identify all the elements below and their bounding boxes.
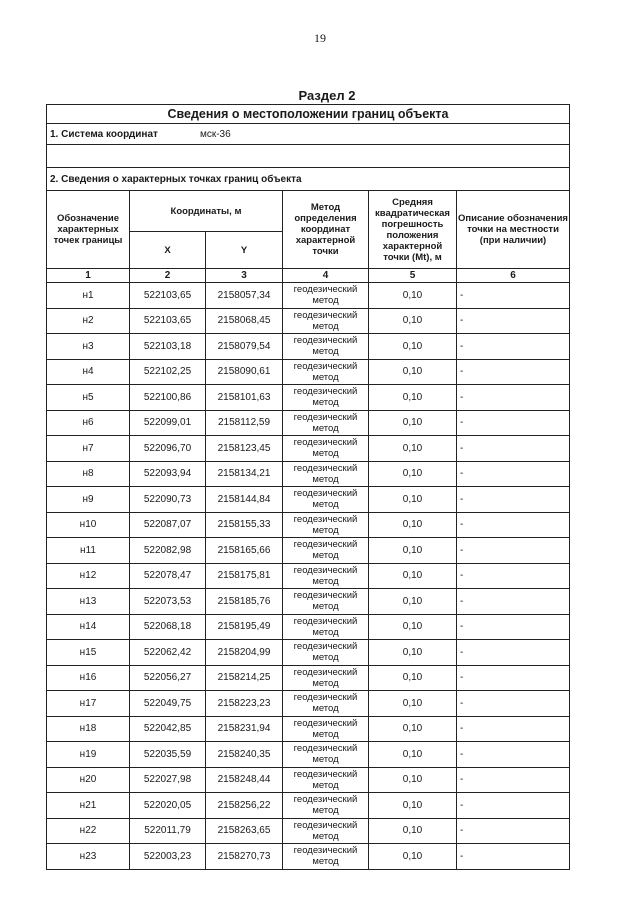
description-cell: -	[457, 410, 570, 436]
description-cell: -	[457, 716, 570, 742]
description-cell: -	[457, 640, 570, 666]
accuracy-cell: 0,10	[369, 716, 457, 742]
description-cell: -	[457, 665, 570, 691]
coord-system-row	[47, 124, 570, 145]
method-cell: геодезический метод	[283, 308, 369, 334]
accuracy-cell: 0,10	[369, 385, 457, 411]
table-row	[47, 385, 570, 411]
accuracy-cell: 0,10	[369, 691, 457, 717]
point-name: н15	[47, 640, 130, 666]
table-row	[47, 640, 570, 666]
description-cell: -	[457, 334, 570, 360]
table-row	[47, 589, 570, 615]
header-coords: Координаты, м	[130, 191, 283, 232]
column-number: 5	[369, 269, 457, 283]
table-row	[47, 844, 570, 870]
coord-x: 522020,05	[130, 793, 206, 819]
method-cell: геодезический метод	[283, 385, 369, 411]
coord-x: 522103,18	[130, 334, 206, 360]
point-name: н19	[47, 742, 130, 768]
point-name: н2	[47, 308, 130, 334]
method-cell: геодезический метод	[283, 614, 369, 640]
table-row	[47, 359, 570, 385]
column-number: 3	[206, 269, 283, 283]
accuracy-cell: 0,10	[369, 410, 457, 436]
accuracy-cell: 0,10	[369, 640, 457, 666]
table-row	[47, 436, 570, 462]
section-title: Раздел 2	[298, 88, 356, 103]
description-cell: -	[457, 283, 570, 309]
coord-y: 2158134,21	[206, 461, 283, 487]
table-row	[47, 512, 570, 538]
coord-y: 2158057,34	[206, 283, 283, 309]
method-cell: геодезический метод	[283, 767, 369, 793]
coord-y: 2158079,54	[206, 334, 283, 360]
accuracy-cell: 0,10	[369, 436, 457, 462]
table-row	[47, 742, 570, 768]
description-cell: -	[457, 385, 570, 411]
description-cell: -	[457, 512, 570, 538]
description-cell: -	[457, 589, 570, 615]
description-cell: -	[457, 436, 570, 462]
coord-x: 522103,65	[130, 283, 206, 309]
coord-y: 2158263,65	[206, 818, 283, 844]
header-x: X	[130, 232, 206, 269]
header-description: Описание обозначения точки на местности (при наличии)	[457, 191, 570, 269]
coord-y: 2158068,45	[206, 308, 283, 334]
coord-y: 2158144,84	[206, 487, 283, 513]
table-row	[47, 334, 570, 360]
description-cell: -	[457, 487, 570, 513]
header-method: Метод определения координат характерной точки	[283, 191, 369, 269]
coord-x: 522068,18	[130, 614, 206, 640]
table-row	[47, 461, 570, 487]
table-row	[47, 614, 570, 640]
coord-x: 522003,23	[130, 844, 206, 870]
method-cell: геодезический метод	[283, 665, 369, 691]
accuracy-cell: 0,10	[369, 767, 457, 793]
coord-y: 2158214,25	[206, 665, 283, 691]
description-cell: -	[457, 461, 570, 487]
coord-y: 2158165,66	[206, 538, 283, 564]
coord-x: 522090,73	[130, 487, 206, 513]
coord-x: 522082,98	[130, 538, 206, 564]
coord-y: 2158248,44	[206, 767, 283, 793]
point-name: н20	[47, 767, 130, 793]
accuracy-cell: 0,10	[369, 487, 457, 513]
accuracy-cell: 0,10	[369, 461, 457, 487]
accuracy-cell: 0,10	[369, 793, 457, 819]
header-designation: Обозначение характерных точек границы	[47, 191, 130, 269]
coord-x: 522078,47	[130, 563, 206, 589]
method-cell: геодезический метод	[283, 359, 369, 385]
table-row	[47, 308, 570, 334]
coord-y: 2158270,73	[206, 844, 283, 870]
table-row	[47, 283, 570, 309]
description-cell: -	[457, 742, 570, 768]
point-name: н12	[47, 563, 130, 589]
point-name: н10	[47, 512, 130, 538]
point-name: н11	[47, 538, 130, 564]
coord-y: 2158256,22	[206, 793, 283, 819]
table-title: Сведения о местоположении границ объекта	[47, 105, 570, 124]
method-cell: геодезический метод	[283, 589, 369, 615]
accuracy-cell: 0,10	[369, 844, 457, 870]
coord-x: 522056,27	[130, 665, 206, 691]
table-row	[47, 767, 570, 793]
accuracy-cell: 0,10	[369, 538, 457, 564]
accuracy-cell: 0,10	[369, 614, 457, 640]
description-cell: -	[457, 359, 570, 385]
points-heading: 2. Сведения о характерных точках границ объекта	[47, 168, 570, 191]
method-cell: геодезический метод	[283, 742, 369, 768]
method-cell: геодезический метод	[283, 538, 369, 564]
coord-y: 2158195,49	[206, 614, 283, 640]
method-cell: геодезический метод	[283, 461, 369, 487]
coord-x: 522011,79	[130, 818, 206, 844]
coord-y: 2158231,94	[206, 716, 283, 742]
coord-y: 2158240,35	[206, 742, 283, 768]
coord-x: 522035,59	[130, 742, 206, 768]
accuracy-cell: 0,10	[369, 742, 457, 768]
coord-x: 522102,25	[130, 359, 206, 385]
table-row	[47, 538, 570, 564]
method-cell: геодезический метод	[283, 716, 369, 742]
coord-x: 522100,86	[130, 385, 206, 411]
description-cell: -	[457, 614, 570, 640]
description-cell: -	[457, 563, 570, 589]
coord-y: 2158123,45	[206, 436, 283, 462]
coord-y: 2158175,81	[206, 563, 283, 589]
column-number: 1	[47, 269, 130, 283]
coord-y: 2158112,59	[206, 410, 283, 436]
accuracy-cell: 0,10	[369, 563, 457, 589]
point-name: н7	[47, 436, 130, 462]
accuracy-cell: 0,10	[369, 308, 457, 334]
description-cell: -	[457, 793, 570, 819]
description-cell: -	[457, 308, 570, 334]
coord-y: 2158090,61	[206, 359, 283, 385]
coord-x: 522073,53	[130, 589, 206, 615]
method-cell: геодезический метод	[283, 563, 369, 589]
coord-x: 522042,85	[130, 716, 206, 742]
page-number: 19	[314, 31, 326, 45]
point-name: н5	[47, 385, 130, 411]
method-cell: геодезический метод	[283, 410, 369, 436]
description-cell: -	[457, 844, 570, 870]
table-row	[47, 487, 570, 513]
method-cell: геодезический метод	[283, 334, 369, 360]
table-row	[47, 563, 570, 589]
point-name: н23	[47, 844, 130, 870]
description-cell: -	[457, 818, 570, 844]
method-cell: геодезический метод	[283, 818, 369, 844]
accuracy-cell: 0,10	[369, 512, 457, 538]
description-cell: -	[457, 691, 570, 717]
point-name: н18	[47, 716, 130, 742]
coord-x: 522027,98	[130, 767, 206, 793]
table-row	[47, 691, 570, 717]
empty-row	[47, 145, 570, 168]
point-name: н13	[47, 589, 130, 615]
header-accuracy: Средняя квадратическая погрешность положения характерной точки (Mt), м	[369, 191, 457, 269]
coord-x: 522087,07	[130, 512, 206, 538]
column-number: 6	[457, 269, 570, 283]
point-name: н1	[47, 283, 130, 309]
description-cell: -	[457, 538, 570, 564]
table-row	[47, 665, 570, 691]
point-name: н9	[47, 487, 130, 513]
coord-system-label: 1. Система координат	[50, 128, 158, 140]
method-cell: геодезический метод	[283, 793, 369, 819]
coord-y: 2158185,76	[206, 589, 283, 615]
coord-x: 522103,65	[130, 308, 206, 334]
header-y: Y	[206, 232, 283, 269]
accuracy-cell: 0,10	[369, 283, 457, 309]
table-row	[47, 410, 570, 436]
table-row	[47, 818, 570, 844]
coord-x: 522062,42	[130, 640, 206, 666]
point-name: н8	[47, 461, 130, 487]
method-cell: геодезический метод	[283, 640, 369, 666]
coord-y: 2158101,63	[206, 385, 283, 411]
point-name: н4	[47, 359, 130, 385]
point-name: н22	[47, 818, 130, 844]
coord-y: 2158223,23	[206, 691, 283, 717]
point-name: н6	[47, 410, 130, 436]
coord-system-value: мск-36	[199, 128, 231, 140]
accuracy-cell: 0,10	[369, 665, 457, 691]
point-name: н14	[47, 614, 130, 640]
coord-x: 522099,01	[130, 410, 206, 436]
column-number: 4	[283, 269, 369, 283]
point-name: н3	[47, 334, 130, 360]
coord-y: 2158155,33	[206, 512, 283, 538]
coord-x: 522049,75	[130, 691, 206, 717]
column-number: 2	[130, 269, 206, 283]
description-cell: -	[457, 767, 570, 793]
point-name: н21	[47, 793, 130, 819]
method-cell: геодезический метод	[283, 487, 369, 513]
accuracy-cell: 0,10	[369, 334, 457, 360]
coord-x: 522093,94	[130, 461, 206, 487]
method-cell: геодезический метод	[283, 283, 369, 309]
point-name: н17	[47, 691, 130, 717]
coord-y: 2158204,99	[206, 640, 283, 666]
accuracy-cell: 0,10	[369, 818, 457, 844]
method-cell: геодезический метод	[283, 436, 369, 462]
table-row	[47, 716, 570, 742]
method-cell: геодезический метод	[283, 512, 369, 538]
point-name: н16	[47, 665, 130, 691]
method-cell: геодезический метод	[283, 844, 369, 870]
coord-x: 522096,70	[130, 436, 206, 462]
accuracy-cell: 0,10	[369, 589, 457, 615]
accuracy-cell: 0,10	[369, 359, 457, 385]
boundary-points-table	[46, 104, 570, 870]
method-cell: геодезический метод	[283, 691, 369, 717]
table-row	[47, 793, 570, 819]
